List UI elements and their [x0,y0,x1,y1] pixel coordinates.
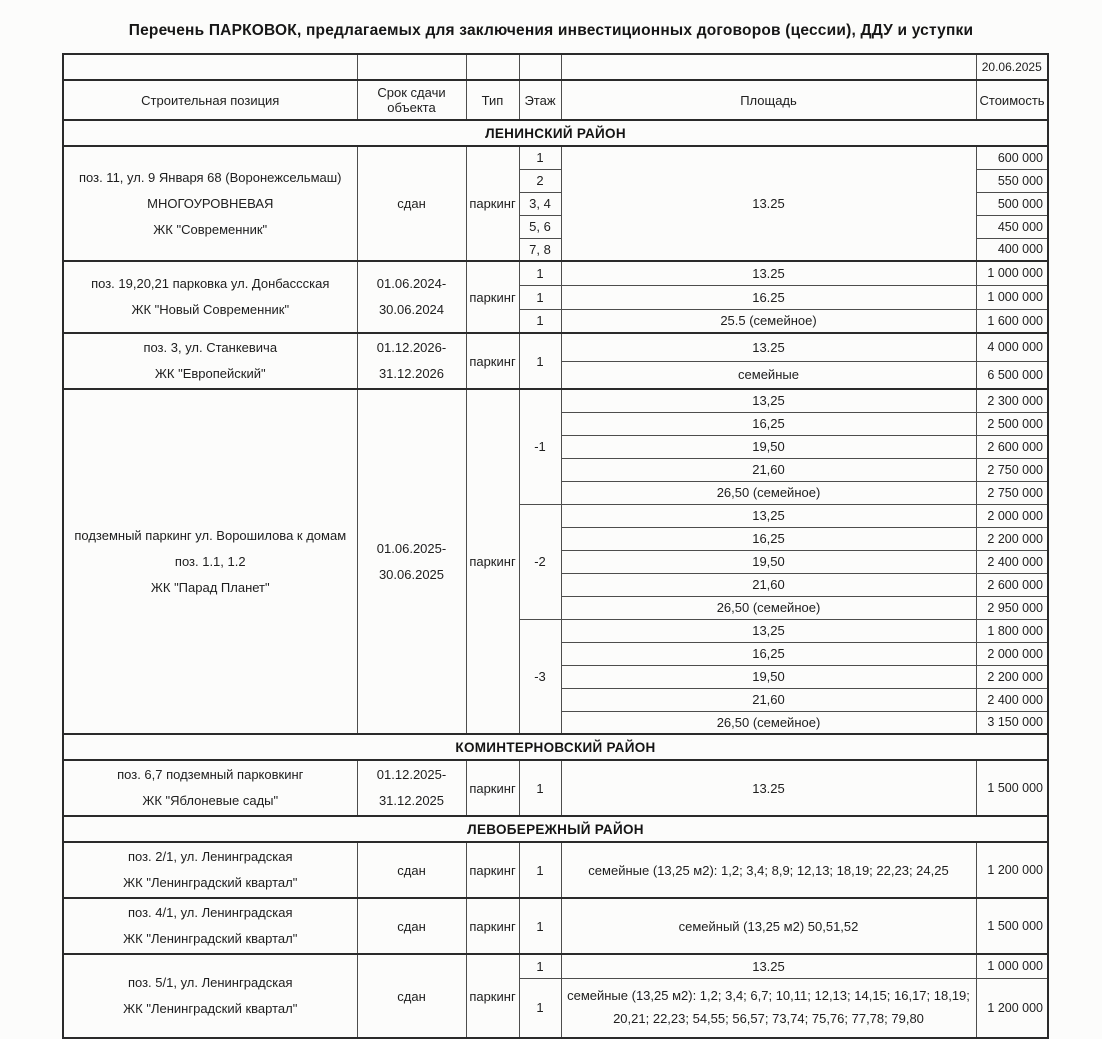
position-line: ЖК "Современник" [153,221,268,237]
section-header: ЛЕВОБЕРЕЖНЫЙ РАЙОН [63,816,1048,842]
column-header-area: Площадь [561,80,976,120]
position-line: поз. 1.1, 1.2 [174,553,246,569]
cell-deadline: сдан [357,842,466,898]
cell-floor: 1 [519,261,561,285]
deadline-line: 31.12.2026 [378,366,445,381]
cell-area: 13.25 [561,954,976,978]
cell-type: паркинг [466,146,519,261]
table-row [63,842,1048,898]
date-row [63,54,1048,80]
cell-floor: 1 [519,146,561,169]
column-header-position: Строительная позиция [63,80,357,120]
position-line: поз. 5/1, ул. Ленинградская [127,975,293,990]
position-line: ЖК "Новый Современник" [131,302,290,317]
cell-area: 19,50 [561,665,976,688]
deadline-line: 01.12.2025- [376,767,447,782]
cell-area: 13,25 [561,619,976,642]
header-row [63,80,1048,120]
cell-floor: 2 [519,169,561,192]
empty-cell [519,54,561,80]
cell-price: 1 000 000 [976,261,1048,285]
cell-price: 2 600 000 [976,435,1048,458]
cell-floor: 3, 4 [519,192,561,215]
position-line: ЖК "Яблоневые сады" [142,793,279,808]
position-line: ЖК "Ленинградский квартал" [123,931,298,946]
deadline-line: 01.12.2026- [376,340,447,355]
cell-floor: -3 [519,619,561,734]
section-header: ЛЕНИНСКИЙ РАЙОН [63,120,1048,146]
cell-price: 600 000 [976,146,1048,169]
cell-price: 2 000 000 [976,642,1048,665]
position-line: МНОГОУРОВНЕВАЯ [147,195,274,211]
cell-position [63,898,357,954]
section-kominternovsky [63,734,1048,760]
position-line: ЖК "Парад Планет" [150,579,270,595]
cell-area: 13,25 [561,389,976,412]
section-leninsky [63,120,1048,146]
cell-area [561,978,976,1038]
cell-floor: 7, 8 [519,238,561,261]
cell-area: 26,50 (семейное) [561,481,976,504]
cell-deadline: сдан [357,898,466,954]
cell-price: 2 200 000 [976,527,1048,550]
cell-area: 19,50 [561,435,976,458]
cell-area: 21,60 [561,573,976,596]
cell-price: 2 000 000 [976,504,1048,527]
cell-price: 1 000 000 [976,954,1048,978]
cell-floor: 1 [519,978,561,1038]
area-text: семейные (13,25 м2): 1,2; 3,4; 6,7; 10,11; 12,13; 14,15; 16,17; 18,19; 20,21; 22,23; 54,55; 56,57; 73,74; 75,76; 77,78; 79,80 [567,988,970,1026]
position-line: ЖК "Ленинградский квартал" [123,1001,298,1016]
cell-type: паркинг [466,898,519,954]
cell-area: 19,50 [561,550,976,573]
position-line: ЖК "Европейский" [154,366,266,381]
cell-price: 4 000 000 [976,333,1048,361]
table-row [63,898,1048,954]
empty-cell [466,54,519,80]
cell-position [63,954,357,1038]
deadline-line: 30.06.2025 [378,566,445,582]
cell-price: 1 200 000 [976,978,1048,1038]
cell-price: 2 950 000 [976,596,1048,619]
cell-price: 500 000 [976,192,1048,215]
cell-price: 6 500 000 [976,361,1048,389]
cell-price: 2 500 000 [976,412,1048,435]
cell-price: 1 000 000 [976,285,1048,309]
cell-area: 13.25 [561,146,976,261]
cell-position [63,333,357,389]
cell-floor: 1 [519,898,561,954]
table-row [63,333,1048,361]
cell-position [63,146,357,261]
position-line: поз. 19,20,21 парковка ул. Донбассская [91,276,330,291]
cell-area: 21,60 [561,458,976,481]
cell-area: 16,25 [561,642,976,665]
cell-position [63,842,357,898]
cell-price: 2 400 000 [976,550,1048,573]
cell-type: паркинг [466,389,519,734]
cell-price: 1 600 000 [976,309,1048,333]
cell-price: 2 200 000 [976,665,1048,688]
cell-position [63,261,357,333]
cell-floor: -2 [519,504,561,619]
cell-area: 16,25 [561,412,976,435]
position-line: поз. 6,7 подземный парковкинг [117,767,304,782]
cell-area: семейные (13,25 м2): 1,2; 3,4; 8,9; 12,13; 18,19; 22,23; 24,25 [561,842,976,898]
table-row [63,389,1048,412]
deadline-line: 31.12.2025 [378,793,445,808]
cell-price: 1 500 000 [976,898,1048,954]
cell-deadline [357,261,466,333]
column-header-price: Стоимость [976,80,1048,120]
cell-price: 400 000 [976,238,1048,261]
cell-area: 16.25 [561,285,976,309]
cell-type: паркинг [466,333,519,389]
cell-area: 13.25 [561,333,976,361]
cell-type: паркинг [466,842,519,898]
cell-area: 26,50 (семейное) [561,711,976,734]
cell-floor: 5, 6 [519,215,561,238]
column-header-deadline: Срок сдачи объекта [357,80,466,120]
cell-floor: 1 [519,285,561,309]
cell-price: 550 000 [976,169,1048,192]
cell-floor: 1 [519,309,561,333]
cell-type: паркинг [466,760,519,816]
empty-cell [357,54,466,80]
cell-type: паркинг [466,954,519,1038]
cell-area: 21,60 [561,688,976,711]
cell-price: 2 300 000 [976,389,1048,412]
position-line: ЖК "Ленинградский квартал" [123,875,298,890]
column-header-type: Тип [466,80,519,120]
position-line: поз. 4/1, ул. Ленинградская [127,905,293,920]
cell-floor: 1 [519,760,561,816]
cell-deadline [357,389,466,734]
cell-position [63,760,357,816]
cell-price: 2 750 000 [976,458,1048,481]
table-row [63,261,1048,285]
cell-area: семейный (13,25 м2) 50,51,52 [561,898,976,954]
cell-deadline [357,760,466,816]
table-row [63,760,1048,816]
cell-floor: -1 [519,389,561,504]
cell-position [63,389,357,734]
cell-price: 1 200 000 [976,842,1048,898]
cell-floor: 1 [519,333,561,389]
cell-area: 26,50 (семейное) [561,596,976,619]
cell-deadline: сдан [357,146,466,261]
position-line: поз. 2/1, ул. Ленинградская [127,849,293,864]
deadline-line: 01.06.2024- [376,276,447,291]
date-cell: 20.06.2025 [976,54,1048,80]
cell-deadline: сдан [357,954,466,1038]
cell-price: 2 750 000 [976,481,1048,504]
cell-area: 13.25 [561,261,976,285]
cell-area: 13,25 [561,504,976,527]
empty-cell [561,54,976,80]
cell-area: 16,25 [561,527,976,550]
cell-area: 25.5 (семейное) [561,309,976,333]
table-row [63,146,1048,169]
cell-price: 450 000 [976,215,1048,238]
parking-table [62,53,1049,1039]
column-header-floor: Этаж [519,80,561,120]
position-line: подземный паркинг ул. Ворошилова к домам [74,527,347,543]
section-levoberezhny [63,816,1048,842]
cell-area: 13.25 [561,760,976,816]
position-line: поз. 11, ул. 9 Января 68 (Воронежсельмаш) [79,169,342,185]
section-header: КОМИНТЕРНОВСКИЙ РАЙОН [63,734,1048,760]
position-line: поз. 3, ул. Станкевича [143,340,278,355]
cell-floor: 1 [519,842,561,898]
deadline-line: 01.06.2025- [376,540,447,556]
cell-price: 2 600 000 [976,573,1048,596]
cell-price: 1 500 000 [976,760,1048,816]
table-row [63,954,1048,978]
cell-price: 2 400 000 [976,688,1048,711]
cell-area: семейные [561,361,976,389]
empty-cell [63,54,357,80]
cell-deadline [357,333,466,389]
cell-type: паркинг [466,261,519,333]
cell-price: 1 800 000 [976,619,1048,642]
deadline-line: 30.06.2024 [378,302,445,317]
page-title: Перечень ПАРКОВОК, предлагаемых для заключения инвестиционных договоров (цессии), ДДУ и уступки [128,22,974,39]
cell-price: 3 150 000 [976,711,1048,734]
cell-floor: 1 [519,954,561,978]
